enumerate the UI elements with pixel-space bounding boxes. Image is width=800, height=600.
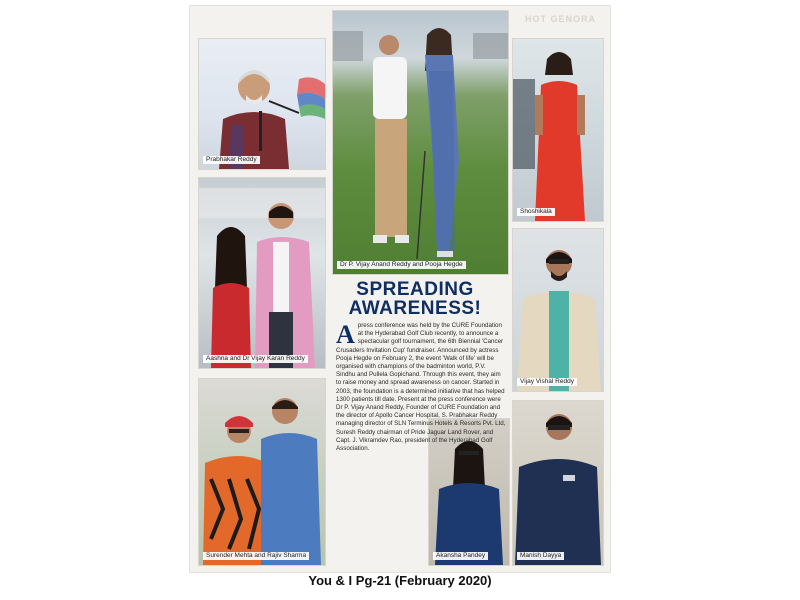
photo-surender-rajiv [198,378,326,566]
photo-aashna-vijay-karan [198,177,326,369]
article-dropcap: A [336,320,355,349]
caption-manish: Manish Dayya [517,552,564,560]
photo-vijay-vishal-reddy [512,228,604,392]
magazine-tag: HOT GENORA [524,14,596,24]
article-body [336,322,506,562]
caption-akansha: Akansha Pandey [433,552,488,560]
shoshikala-figure [513,39,603,221]
speaker-figure [199,39,325,169]
photo-shoshikala [512,38,604,222]
article-title-line2: AWARENESS! [348,298,482,319]
caption-surender: Surender Mehta and Rajiv Sharma [203,552,309,560]
couple-figure [199,178,325,368]
photo-manish-dayya [512,400,604,566]
caption-prabhakar-reddy: Prabhakar Reddy [203,156,260,164]
article-title-line1: SPREADING [356,279,474,300]
article-body-text: press conference was held by the CURE Foundation at the Hyderabad Golf Club recently, to announce a spectacular golf tournament, the 6th Biennial 'Cancer Crusaders Invitation Cup' fundraiser. Announced by actress Pooja Hegde on February 2, the event 'Walk of life' will be organised with champions of the badminton world, P.V. Sindhu and Pullela Gopichand. Through this event, they aim to raise money and spread awareness on cancer. Started in 2003, the foundation is a determined initiative that has helped 1300 patients till date. Present at the press conference were Dr P. Vijay Anand Reddy, Founder of CURE Foundation and the director of Apollo Cancer Hospital, S. Prabhakar Reddy managing director of SLN Terminus Hotels & Resorts Pvt. Ltd, Suresh Reddy chairman of Pride Jaguar Land Rover, and Capt. J. Vikramdev Rao, president of the Hyderabad Golf Association. [336,322,506,453]
two-men-figure [199,379,325,565]
caption-shoshikala: Shoshikala [517,208,555,216]
manish-figure [513,401,603,565]
photo-golf-course [332,10,509,275]
caption-vijay-vishal: Vijay Vishal Reddy [517,378,577,386]
photo-prabhakar-reddy [198,38,326,170]
article-title [338,280,492,318]
caption-aashna: Aashna and Dr Vijay Karan Reddy [203,355,308,363]
golf-scene [333,11,508,274]
caption-golf: Dr P. Vijay Anand Reddy and Pooja Hegde [337,261,466,269]
page-footer-caption: You & I Pg-21 (February 2020) [308,573,492,588]
vijay-vishal-figure [513,229,603,391]
